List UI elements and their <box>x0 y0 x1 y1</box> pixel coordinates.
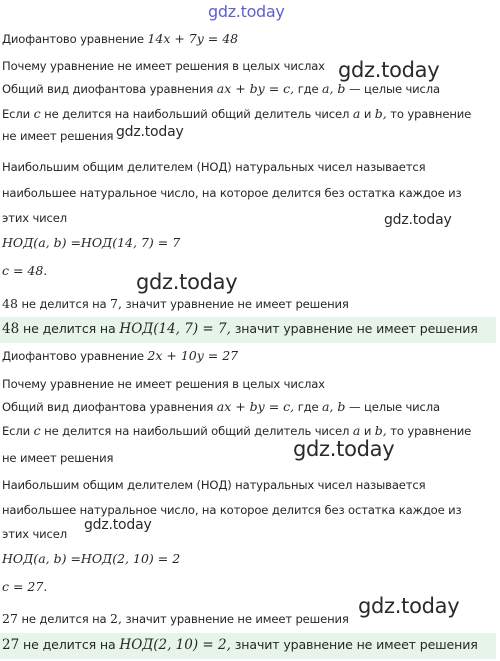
answer-tail: значит уравнение не имеет решения <box>234 637 478 652</box>
conclusion-mid: не делится на <box>21 612 107 626</box>
rule-mid: не делится на наибольший общий делитель чисел <box>44 107 350 121</box>
watermark: gdz.today <box>84 517 152 533</box>
heading-text: Диофантово уравнение <box>2 349 144 363</box>
problem-2-conclusion <box>2 612 349 626</box>
conclusion-tail: значит уравнение не имеет решения <box>125 612 349 626</box>
problem-1-conclusion <box>2 297 349 311</box>
watermark: gdz.today <box>384 212 452 228</box>
problem-2-definition-line1: Наибольшим общим делителем (НОД) натуральных чисел называется <box>2 478 426 492</box>
problem-2-answer <box>2 638 478 652</box>
watermark: gdz.today <box>338 58 440 82</box>
rule-b: b, <box>374 423 387 438</box>
general-where: где <box>297 82 319 96</box>
rule-a: a <box>352 106 361 121</box>
answer-number: 48 <box>2 321 20 337</box>
answer-mid: не делится на <box>23 637 116 652</box>
watermark: gdz.today <box>136 270 238 294</box>
heading-text: Диофантово уравнение <box>2 32 144 46</box>
watermark: gdz.today <box>358 594 460 618</box>
problem-1-rule-line2: не имеет решения <box>2 129 114 143</box>
rule-tail: то уравнение <box>390 107 472 121</box>
general-equation: ax + by = c, <box>216 81 295 96</box>
gcd-equation: НОД(a, b) =НОД(14, 7) = 7 <box>2 235 181 250</box>
problem-1-question: Почему уравнение не имеет решения в целых числах <box>2 59 325 73</box>
rule-and: и <box>363 107 372 121</box>
problem-2-heading <box>2 349 238 363</box>
rule-tail: то уравнение <box>390 424 472 438</box>
conclusion-number: 48 <box>2 296 18 311</box>
answer-tail: значит уравнение не имеет решения <box>234 321 478 336</box>
heading-equation: 14x + 7y = 48 <box>147 31 239 46</box>
problem-2-definition-line3: этих чисел <box>2 527 67 541</box>
c-equation: c = 27. <box>2 579 48 594</box>
rule-b: b, <box>374 106 387 121</box>
general-prefix: Общий вид диофантова уравнения <box>2 82 214 96</box>
answer-mid: не делится на <box>23 321 116 336</box>
problem-1-heading <box>2 32 238 46</box>
conclusion-number: 27 <box>2 611 18 626</box>
conclusion-mid: не делится на <box>21 297 107 311</box>
answer-number: 27 <box>2 637 20 653</box>
general-where: где <box>297 400 319 414</box>
heading-equation: 2x + 10y = 27 <box>147 348 239 363</box>
watermark: gdz.today <box>293 437 395 461</box>
answer-gcd: НОД(14, 7) = 7, <box>119 321 231 337</box>
problem-2-answer-box <box>0 633 496 659</box>
conclusion-tail: значит уравнение не имеет решения <box>125 297 349 311</box>
problem-2-rule-line2: не имеет решения <box>2 451 114 465</box>
conclusion-divisor: 7, <box>110 296 122 311</box>
problem-1-answer <box>2 322 478 336</box>
problem-1-definition-line3: этих чисел <box>2 211 67 225</box>
rule-c: c <box>33 423 41 438</box>
general-suffix: — целые числа <box>348 82 440 96</box>
problem-1-rule <box>2 107 471 121</box>
rule-c: c <box>33 106 41 121</box>
general-vars: a, b <box>322 81 346 96</box>
conclusion-divisor: 2, <box>110 611 122 626</box>
watermark: gdz.today <box>116 124 184 140</box>
problem-1-answer-box <box>0 317 496 343</box>
rule-prefix: Если <box>2 424 31 438</box>
answer-gcd: НОД(2, 10) = 2, <box>119 637 231 653</box>
problem-1-c-value <box>2 264 47 278</box>
problem-1-definition-line1: Наибольшим общим делителем (НОД) натуральных чисел называется <box>2 160 426 174</box>
general-prefix: Общий вид диофантова уравнения <box>2 400 214 414</box>
problem-2-c-value <box>2 580 47 594</box>
problem-2-rule <box>2 424 471 438</box>
general-equation: ax + by = c, <box>216 399 295 414</box>
gcd-equation: НОД(a, b) =НОД(2, 10) = 2 <box>2 551 181 566</box>
rule-prefix: Если <box>2 107 31 121</box>
problem-1-definition-line2: наибольшее натуральное число, на которое делится без остатка каждое из <box>2 186 462 200</box>
problem-1-general-form <box>2 82 440 96</box>
general-vars: a, b <box>322 399 346 414</box>
problem-2-definition-line2: наибольшее натуральное число, на которое делится без остатка каждое из <box>2 503 462 517</box>
problem-2-general-form <box>2 400 440 414</box>
rule-a: a <box>352 423 361 438</box>
problem-1-gcd-equation <box>2 236 180 250</box>
general-suffix: — целые числа <box>348 400 440 414</box>
watermark-top: gdz.today <box>208 2 285 21</box>
rule-and: и <box>363 424 372 438</box>
problem-2-question: Почему уравнение не имеет решения в целых числах <box>2 377 325 391</box>
problem-2-gcd-equation <box>2 552 180 566</box>
rule-mid: не делится на наибольший общий делитель чисел <box>44 424 350 438</box>
c-equation: c = 48. <box>2 263 48 278</box>
